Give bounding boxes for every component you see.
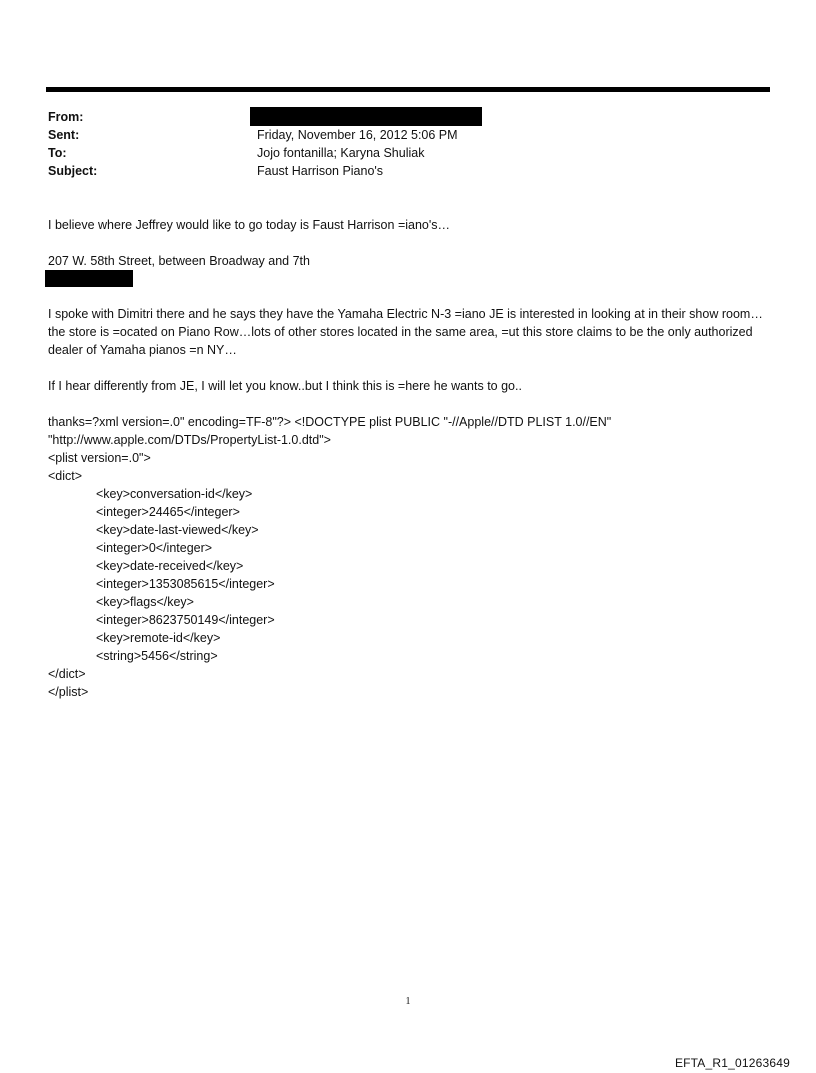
plist-line: <integer>24465</integer> [96, 505, 240, 519]
from-row [48, 108, 768, 126]
sent-row [48, 126, 768, 144]
plist-line: </dict> [48, 667, 86, 681]
plist-line: <integer>1353085615</integer> [96, 577, 275, 591]
address-line: 207 W. 58th Street, between Broadway and 7th [48, 254, 310, 268]
plist-line: "http://www.apple.com/DTDs/PropertyList-1.0.dtd"> [48, 433, 331, 447]
plist-line: </plist> [48, 685, 89, 699]
plist-block [48, 413, 772, 701]
subject-row [48, 162, 768, 180]
body-paragraph: I spoke with Dimitri there and he says they have the Yamaha Electric N-3 =iano JE is interested in looking at in their show room…the store is =ocated on Piano Row…lots of other stores located in the same area, =ut this store claims to be the only authorized dealer of Yamaha pianos =n NY… [48, 307, 763, 357]
plist-line: <key>flags</key> [96, 595, 194, 609]
plist-line: <key>date-last-viewed</key> [96, 523, 259, 537]
body-paragraph: I believe where Jeffrey would like to go today is Faust Harrison =iano's… [48, 218, 451, 232]
email-header [48, 108, 768, 180]
bates-number: EFTA_R1_01263649 [674, 1056, 790, 1070]
subject-label: Subject: [48, 164, 98, 178]
plist-line: <integer>0</integer> [96, 541, 213, 555]
email-body [48, 216, 772, 701]
plist-line: <plist version=.0"> [48, 451, 151, 465]
to-value: Jojo fontanilla; Karyna Shuliak [257, 146, 425, 160]
plist-line: thanks=?xml version=.0" encoding=TF-8"?> <!DOCTYPE plist PUBLIC "-//Apple//DTD PLIST 1.0//EN" [48, 415, 612, 429]
sent-value: Friday, November 16, 2012 5:06 PM [257, 128, 458, 142]
subject-value: Faust Harrison Piano's [257, 164, 384, 178]
sent-label: Sent: [48, 128, 80, 142]
plist-line: <dict> [48, 469, 83, 483]
to-row [48, 144, 768, 162]
to-label: To: [48, 146, 67, 160]
plist-line: <string>5456</string> [96, 649, 218, 663]
header-rule [46, 87, 770, 92]
body-paragraph: If I hear differently from JE, I will let you know..but I think this is =here he wants to go.. [48, 379, 522, 393]
from-label: From: [48, 110, 84, 124]
plist-line: <key>date-received</key> [96, 559, 244, 573]
redaction-box [45, 270, 133, 287]
page-number: 1 [405, 996, 411, 1007]
plist-line: <integer>8623750149</integer> [96, 613, 275, 627]
redaction-box [250, 107, 482, 126]
plist-line: <key>conversation-id</key> [96, 487, 253, 501]
plist-line: <key>remote-id</key> [96, 631, 221, 645]
